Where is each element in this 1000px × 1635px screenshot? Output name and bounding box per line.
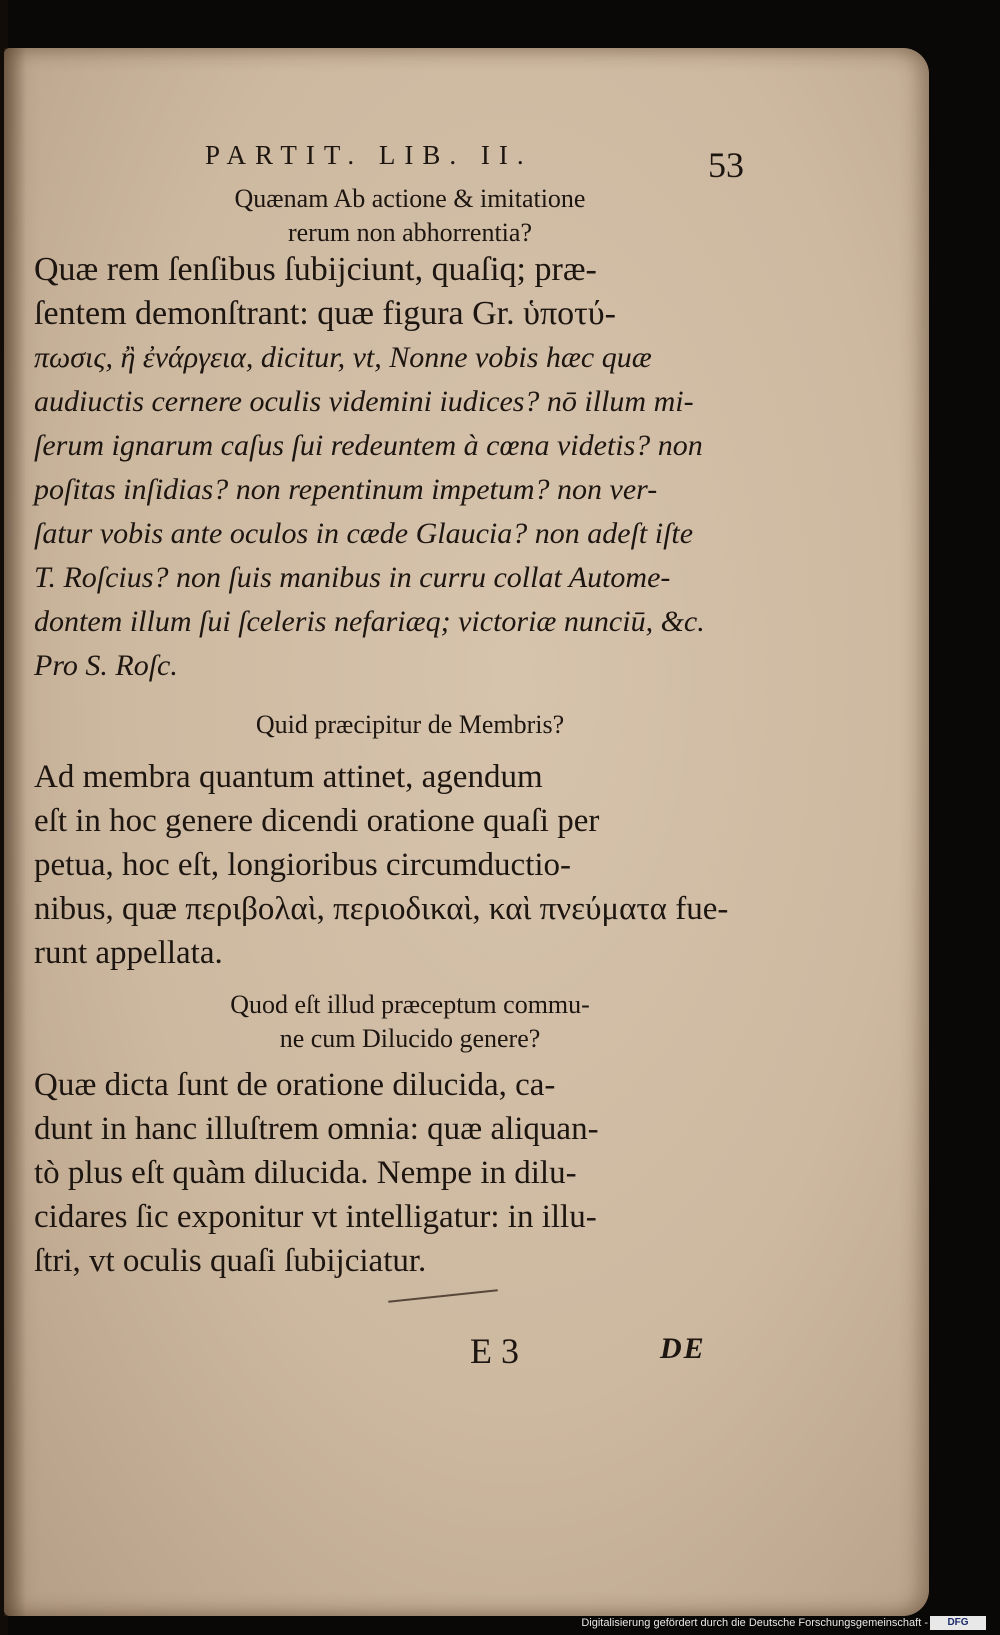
running-head: PARTIT. LIB. II.: [205, 140, 533, 170]
answer-line: dontem illum ſui ſceleris nefariæq; victoriæ nunciū, &c.: [34, 605, 705, 638]
answer-paragraph: [34, 755, 729, 975]
answer-line: petua, hoc eſt, longioribus circumductio-: [34, 847, 572, 883]
answer-line: tò plus eſt quàm dilucida. Nempe in dilu-: [34, 1155, 577, 1191]
answer-line: T. Roſcius? non ſuis manibus in curru collat Autome-: [34, 561, 671, 594]
question-line: Quod eſt illud præceptum commu-: [230, 990, 590, 1019]
signature-mark: E 3: [470, 1331, 519, 1371]
question-heading: [120, 708, 700, 742]
answer-line: eſt in hoc genere dicendi oratione quaſi per: [34, 803, 600, 839]
answer-line: Quæ rem ſenſibus ſubijciunt, quaſiq; præ-: [34, 251, 597, 288]
digitization-credit: Digitalisierung gefördert durch die Deutsche Forschungsgemeinschaft -: [581, 1617, 928, 1629]
question-line: Quid præcipitur de Membris?: [255, 710, 565, 739]
answer-line: audiuctis cernere oculis videmini iudices? nō illum mi-: [34, 385, 694, 418]
answer-line: poſitas inſidias? non repentinum impetum? non ver-: [34, 473, 658, 506]
answer-line: ſtri, vt oculis quaſi ſubijciatur.: [34, 1243, 427, 1279]
answer-line: Pro S. Roſc.: [34, 649, 178, 682]
question-line: ne cum Dilucido genere?: [279, 1024, 541, 1053]
answer-line: πωσις, ἢ ἐνάργεια, dicitur, vt, Nonne vobis hæc quæ: [34, 341, 652, 374]
question-heading: [120, 988, 700, 1056]
answer-line: ſerum ignarum caſus ſui redeuntem à cœna videtis? non: [34, 429, 703, 462]
answer-paragraph: [34, 248, 724, 688]
answer-line: runt appellata.: [34, 935, 223, 971]
question-line: Quænam Ab actione & imitatione: [234, 184, 586, 213]
answer-paragraph: [34, 1063, 724, 1283]
answer-line: ſentem demonſtrant: quæ figura Gr. ὑποτύ-: [34, 295, 616, 332]
answer-line: Quæ dicta ſunt de oratione dilucida, ca-: [34, 1067, 556, 1103]
catchword: DE: [660, 1332, 706, 1365]
answer-line: dunt in hanc illuſtrem omnia: quæ aliquan-: [34, 1111, 599, 1147]
answer-line: nibus, quæ περιβολαὶ, περιοδικαὶ, καὶ πνεύματα fue-: [34, 891, 729, 927]
answer-line: Ad membra quantum attinet, agendum: [34, 759, 543, 795]
page-number: 53: [708, 145, 744, 185]
question-heading: [120, 182, 700, 250]
dfg-logo: DFG: [930, 1616, 986, 1630]
answer-line: cidares ſic exponitur vt intelligatur: in illu-: [34, 1199, 597, 1235]
answer-line: ſatur vobis ante oculos in cæde Glaucia? non adeſt iſte: [34, 517, 694, 550]
question-line: rerum non abhorrentia?: [287, 218, 532, 247]
